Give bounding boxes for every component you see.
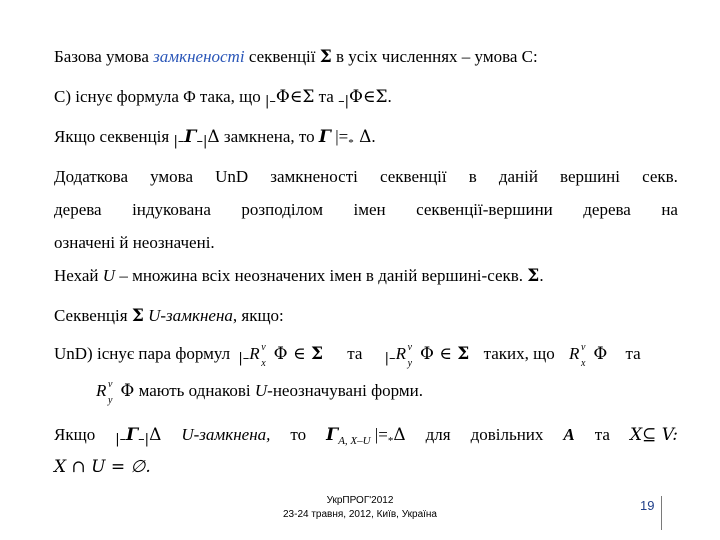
word: умова <box>150 167 194 186</box>
line-6 <box>54 232 215 254</box>
line-5 <box>54 199 678 221</box>
formula: Φ∈Σ <box>348 87 388 107</box>
line-9 <box>54 343 641 370</box>
text: секвенції <box>244 47 320 66</box>
formula: Φ∈Σ <box>275 87 315 107</box>
gamma-symbol: Γ <box>318 127 331 147</box>
sigma-symbol: Σ <box>527 266 540 286</box>
word: розподілом <box>241 200 324 219</box>
reverse-turnstile-symbol: –| <box>196 134 208 149</box>
text: мають однакові <box>134 381 255 400</box>
line-7 <box>54 265 544 287</box>
delta-symbol: Δ <box>207 127 220 147</box>
subscript: * <box>387 435 394 447</box>
footer-conference: УкрПРОГ'2012 <box>326 495 394 506</box>
text: Нехай <box>54 266 103 285</box>
gamma-symbol: Γ <box>326 425 339 445</box>
page-number: 19 <box>640 498 655 513</box>
word: UnD <box>215 167 249 186</box>
turnstile-symbol: |– <box>115 432 127 447</box>
text: . <box>387 87 392 106</box>
word: Якщо <box>54 425 96 444</box>
word: вершині <box>560 167 620 186</box>
word: U-замкнена, <box>181 425 271 444</box>
emphasis-term: U-замкнена <box>143 306 233 325</box>
line-3 <box>54 126 376 154</box>
word: секв. <box>642 167 678 186</box>
sigma-symbol: Σ <box>131 306 144 326</box>
text: С) існує формула Φ така, що <box>54 87 265 106</box>
text: та <box>314 87 339 106</box>
text: в усіх численнях – умова С: <box>331 47 538 66</box>
renaming-ry: R v y <box>96 379 113 406</box>
subscript: * <box>348 137 354 149</box>
text: . <box>539 266 544 285</box>
text: Якщо секвенція <box>54 127 174 146</box>
word: індукована <box>132 200 211 219</box>
renaming-rx: R v x <box>568 342 586 369</box>
variable-u: U <box>102 266 116 285</box>
word: секвенції-вершини <box>416 200 553 219</box>
footer-date-location: 23-24 травня, 2012, Київ, Україна <box>283 509 437 520</box>
line-2 <box>54 86 392 113</box>
renaming-ry: R v y <box>395 342 413 369</box>
line-12 <box>54 456 151 478</box>
subscript: A, X–U <box>338 435 371 447</box>
delta-symbol: Δ <box>149 425 162 445</box>
line-1 <box>54 46 538 68</box>
text: UnD) існує пара формул <box>54 344 235 363</box>
text: та <box>347 344 363 363</box>
text: Секвенція <box>54 306 132 325</box>
word: замкненості <box>270 167 358 186</box>
word: та <box>594 425 610 444</box>
line-10 <box>96 379 423 406</box>
gamma-symbol: Γ <box>126 425 139 445</box>
formula: X⊆ V: <box>629 425 678 445</box>
word: для <box>425 425 451 444</box>
word: на <box>661 200 678 219</box>
text: таких, що <box>483 344 555 363</box>
turnstile-symbol: |– <box>173 134 185 149</box>
sigma-symbol: Σ <box>310 344 323 364</box>
divider <box>661 496 662 530</box>
text: -неозначувані форми. <box>267 381 423 400</box>
text: означені й неозначені. <box>54 233 215 252</box>
text: , якщо: <box>232 306 284 325</box>
sigma-symbol: Σ <box>319 47 332 67</box>
text: |= <box>330 127 349 146</box>
text: . <box>371 127 376 146</box>
formula: Φ <box>593 344 608 364</box>
word: дерева <box>583 200 631 219</box>
text: |= <box>370 425 388 444</box>
turnstile-symbol: |– <box>264 94 276 109</box>
word: довільних <box>470 425 544 444</box>
word: секвенції <box>379 167 447 186</box>
delta-symbol: Δ <box>393 425 406 445</box>
sigma-symbol: Σ <box>457 344 470 364</box>
text: – множина всіх неозначених імен в даній вершині-секв. <box>115 266 528 285</box>
word: Додаткова <box>54 167 129 186</box>
variable-u: U <box>254 381 268 400</box>
emphasis-term: замкненості <box>153 47 245 66</box>
formula: Φ ∈ <box>273 344 311 364</box>
text: Базова умова <box>54 47 154 66</box>
reverse-turnstile-symbol: –| <box>338 94 349 109</box>
word: в <box>468 167 477 186</box>
delta-symbol: Δ <box>353 127 372 147</box>
turnstile-symbol: |– <box>384 351 396 366</box>
text: замкнена, то <box>219 127 319 146</box>
reverse-turnstile-symbol: –| <box>138 432 150 447</box>
formula: Φ <box>120 381 135 401</box>
text: та <box>625 344 641 363</box>
formula: Φ ∈ <box>419 344 458 364</box>
gamma-symbol: Γ <box>184 127 197 147</box>
line-11 <box>54 424 678 452</box>
word: даній <box>498 167 538 186</box>
variable-a: A <box>563 425 575 444</box>
line-8 <box>54 305 284 327</box>
line-4 <box>54 166 678 188</box>
word: дерева <box>54 200 102 219</box>
word: то <box>290 425 307 444</box>
word: імен <box>353 200 386 219</box>
renaming-rx: R v x <box>249 342 266 369</box>
turnstile-symbol: |– <box>238 351 250 366</box>
formula: X ∩ U = ∅. <box>54 457 151 477</box>
